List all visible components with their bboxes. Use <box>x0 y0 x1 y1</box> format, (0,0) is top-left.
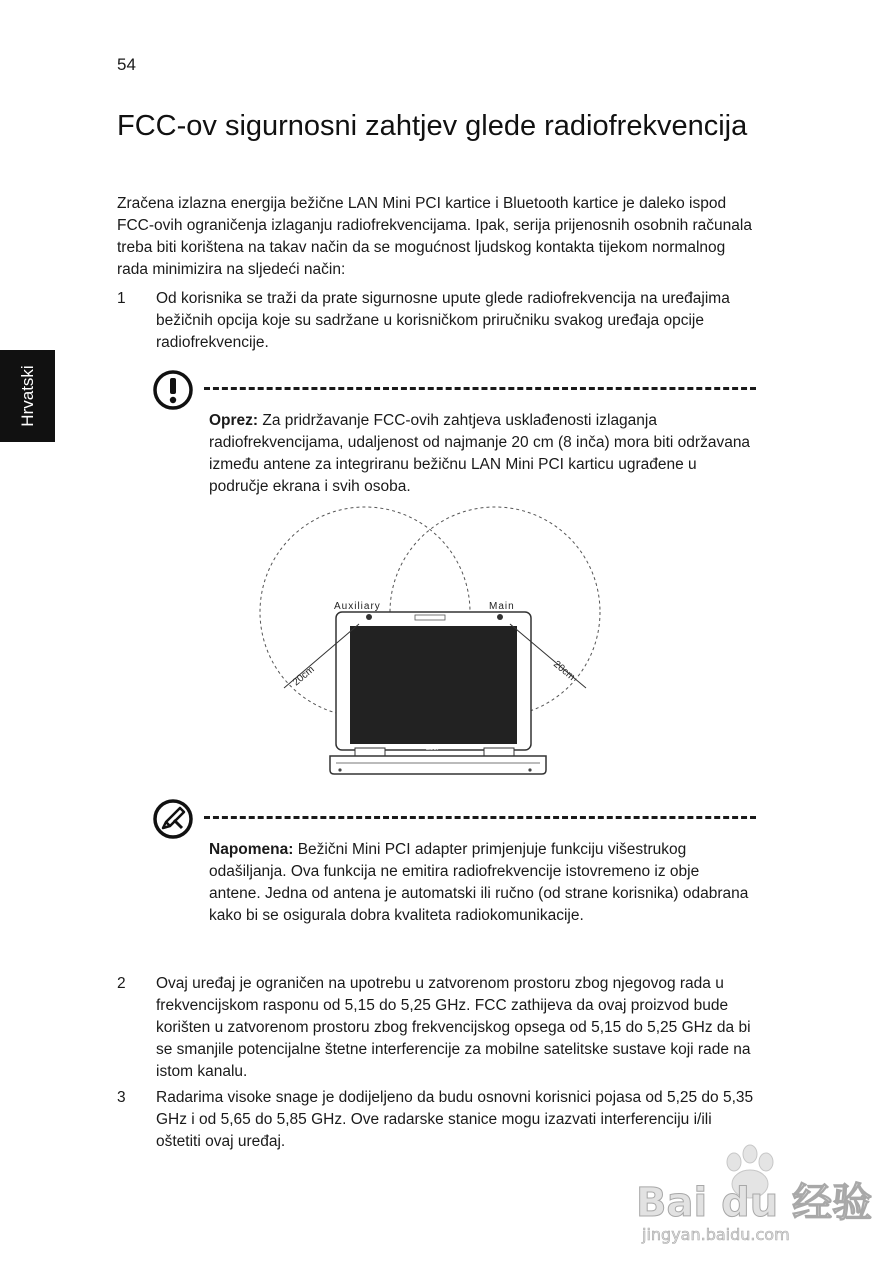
caution-icon <box>152 369 194 411</box>
baidu-watermark <box>634 1140 873 1250</box>
caution-divider <box>204 387 756 390</box>
distance-label-left: 20cm <box>290 664 317 689</box>
watermark-url: jingyan.baidu.com <box>642 1225 790 1244</box>
caution-body: Za pridržavanje FCC-ovih zahtjeva usklađenosti izlaganja radiofrekvencijama, udaljenost od najmanje 20 cm (8 inča) mora biti održavana između antene za integriranu bežičnu LAN Mini PCI karticu ugrađene u područje ekrana i svih osoba. <box>209 412 751 495</box>
intro-paragraph: Zračena izlazna energija bežične LAN Mini PCI kartice i Bluetooth kartice je daleko ispod FCC-ovih ograničenja izlaganju radiofrekvencijama. Ipak, serija prijenosnih osobnih računala treba biti korištena na takav način da se mogućnost ljudskog kontakta tijekom normalnog rada minimizira na sljedeći način: <box>117 195 752 278</box>
note-body: Bežični Mini PCI adapter primjenjuje funkciju višestrukog odašiljanja. Ova funkcija ne emitira radiofrekvencije istovremeno iz obje antene. Jedna od antena je automatski ili ručno (od strane korisnika) odabrana kako bi se osigurala dobra kvaliteta radiokomunikacije. <box>209 841 749 924</box>
brand-label: acer <box>426 745 440 752</box>
item-text-1: Od korisnika se traži da prate sigurnosne upute glede radiofrekvencija na uređajima bežičnih opcija koje su sadržane u korisničkom priručniku svakog uređaja opcije radiofrekvencije. <box>156 290 730 351</box>
item-text-2: Ovaj uređaj je ograničen na upotrebu u zatvorenom prostoru zbog njegovog rada u frekvencijskom rasponu od 5,15 do 5,25 GHz. FCC zathijeva da ovaj proizvod bude korišten u zatvorenom prostoru zbog frekvencijskog opsega od 5,15 do 5,25 GHz da bi se smanjile potencijalne štetne interferencije za mobilne satelitske sustave koji rade na istom kanalu. <box>156 975 751 1080</box>
item-number-3: 3 <box>117 1089 126 1106</box>
item-number-1: 1 <box>117 290 126 307</box>
watermark-logo: Bai du 经验 <box>636 1180 873 1226</box>
language-tab <box>0 350 55 442</box>
caution-text <box>209 410 754 498</box>
auxiliary-antenna-label: Auxiliary <box>334 601 381 612</box>
antenna-diagram <box>240 500 620 785</box>
caution-label: Oprez: <box>209 412 259 429</box>
item-number-2: 2 <box>117 975 126 992</box>
distance-label-right: 20cm <box>551 658 577 684</box>
page-title: FCC-ov sigurnosni zahtjev glede radiofrekvencija <box>117 110 748 142</box>
item-text-3: Radarima visoke snage je dodijeljeno da budu osnovni korisnici pojasa od 5,25 do 5,35 GHz i od 5,65 do 5,85 GHz. Ove radarske stanice mogu izazvati interferenciju i/ili oštetiti ovaj uređaj. <box>156 1089 754 1150</box>
main-antenna-label: Main <box>489 601 515 612</box>
note-divider <box>204 816 756 819</box>
language-tab-label: Hrvatski <box>17 365 37 427</box>
note-text <box>209 839 754 927</box>
note-icon <box>152 798 194 840</box>
page-number: 54 <box>117 55 136 74</box>
note-label: Napomena: <box>209 841 294 858</box>
